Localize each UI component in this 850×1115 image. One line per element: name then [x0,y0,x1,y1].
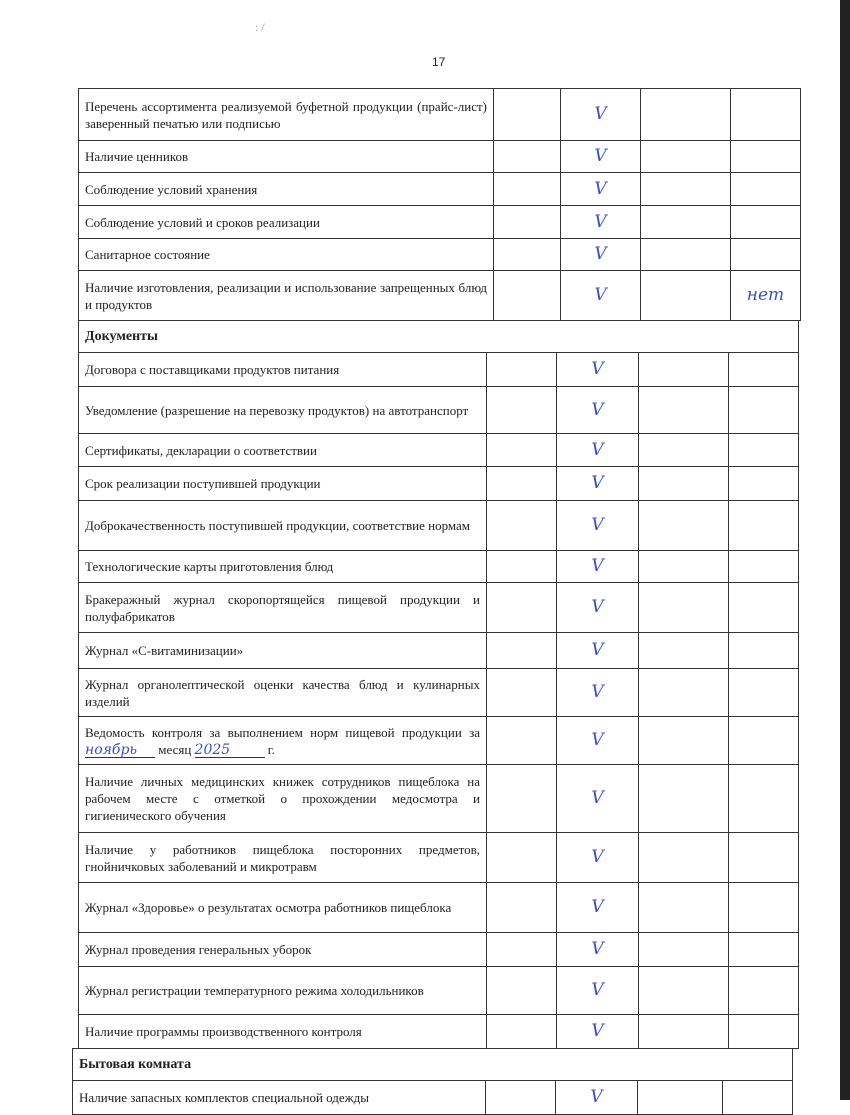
criterion-text: Наличие программы производственного контроля [79,1015,487,1049]
criterion-text: Доброкачественность поступившей продукции, соответствие нормам [79,501,487,551]
note-cell [729,501,799,551]
empty-cell [641,206,731,239]
empty-cell [487,1015,557,1049]
scribble-mark: : / [255,20,265,34]
empty-cell [494,173,561,206]
table-row [79,933,799,967]
table-row [79,669,799,717]
check-mark: V [561,173,641,206]
empty-cell [487,434,557,467]
empty-cell [641,271,731,321]
criterion-text: Наличие личных медицинских книжек сотрудников пищеблока на рабочем месте с отметкой о прохождении медосмотра и гигиенического обучения [79,765,487,833]
note-cell [731,141,801,173]
scan-edge [840,0,850,1100]
criterion-text: Журнал органолептической оценки качества блюд и кулинарных изделий [79,669,487,717]
table-row [79,89,801,141]
table-row [79,387,799,434]
check-mark: V [557,883,639,933]
note-cell [729,765,799,833]
criterion-text: Бракеражный журнал скоропортящейся пищевой продукции и полуфабрикатов [79,583,487,633]
empty-cell [639,765,729,833]
criterion-text: Соблюдение условий и сроков реализации [79,206,494,239]
month-field: ноябрь [85,743,155,758]
empty-cell [494,271,561,321]
note-cell [729,551,799,583]
check-mark: V [557,717,639,765]
vedomost-text-2: месяц [158,741,192,757]
criterion-text: Журнал «С-витаминизации» [79,633,487,669]
empty-cell [639,967,729,1015]
table-row [79,765,799,833]
criterion-text: Уведомление (разрешение на перевозку продуктов) на автотранспорт [79,387,487,434]
empty-cell [641,239,731,271]
note-cell [729,583,799,633]
table-row [79,501,799,551]
note-cell [723,1081,793,1115]
empty-cell [639,833,729,883]
check-mark: V [561,206,641,239]
table-row [79,833,799,883]
criterion-text: Соблюдение условий хранения [79,173,494,206]
empty-cell [487,633,557,669]
table-row [79,551,799,583]
empty-cell [639,353,729,387]
note-cell [729,434,799,467]
empty-cell [639,551,729,583]
table-row [79,883,799,933]
note-cell [729,353,799,387]
criterion-text [79,717,487,765]
note-cell [731,206,801,239]
note-cell [729,633,799,669]
note-cell [729,467,799,501]
criterion-text: Перечень ассортимента реализуемой буфетной продукции (прайс-лист) заверенный печатью или подписью [79,89,494,141]
section-title: Документы [79,321,799,353]
empty-cell [639,717,729,765]
table-row [79,633,799,669]
criterion-text: Журнал проведения генеральных уборок [79,933,487,967]
table-row [79,173,801,206]
vedomost-text-3: г. [267,741,275,757]
note-cell [729,933,799,967]
note-cell [729,883,799,933]
check-mark: V [557,501,639,551]
check-mark: V [557,765,639,833]
criterion-text: Наличие ценников [79,141,494,173]
criterion-text: Договора с поставщиками продуктов питания [79,353,487,387]
note-cell: нет [731,271,801,321]
table-row [79,271,801,321]
section-header-row [73,1049,793,1081]
check-mark: V [557,434,639,467]
check-mark: V [561,141,641,173]
criterion-text: Наличие изготовления, реализации и использование запрещенных блюд и продуктов [79,271,494,321]
criterion-text: Журнал «Здоровье» о результатах осмотра работников пищеблока [79,883,487,933]
empty-cell [487,967,557,1015]
check-mark: V [557,353,639,387]
year-field: 2025 [195,743,265,758]
table-row [79,717,799,765]
section-header-row [79,321,799,353]
check-mark: V [557,669,639,717]
note-cell [729,967,799,1015]
table-row [79,434,799,467]
check-mark: V [557,467,639,501]
empty-cell [639,583,729,633]
note-cell [729,1015,799,1049]
empty-cell [641,89,731,141]
note-cell [729,717,799,765]
empty-cell [639,933,729,967]
table-row [79,967,799,1015]
check-mark: V [557,833,639,883]
criterion-text: Журнал регистрации температурного режима холодильников [79,967,487,1015]
criterion-text: Срок реализации поступившей продукции [79,467,487,501]
note-cell [731,89,801,141]
note-cell [731,239,801,271]
check-mark: V [561,239,641,271]
criterion-text: Технологические карты приготовления блюд [79,551,487,583]
check-mark: V [557,1015,639,1049]
check-mark: V [557,583,639,633]
empty-cell [638,1081,723,1115]
empty-cell [639,1015,729,1049]
table-row [73,1081,793,1115]
empty-cell [641,141,731,173]
criterion-text: Сертификаты, декларации о соответствии [79,434,487,467]
criterion-text: Наличие запасных комплектов специальной одежды [73,1081,486,1115]
empty-cell [639,467,729,501]
empty-cell [494,206,561,239]
check-mark: V [556,1081,638,1115]
empty-cell [487,883,557,933]
checklist-table-2 [78,320,799,1049]
check-mark: V [557,387,639,434]
table-row [79,239,801,271]
page-number: 17 [432,55,446,69]
table-row [79,206,801,239]
table-row [79,583,799,633]
table-row [79,353,799,387]
empty-cell [487,765,557,833]
table-row [79,467,799,501]
empty-cell [487,501,557,551]
empty-cell [639,387,729,434]
empty-cell [494,239,561,271]
empty-cell [639,633,729,669]
check-mark: V [557,551,639,583]
empty-cell [487,933,557,967]
checklist-table-1 [78,88,801,321]
note-cell [731,173,801,206]
empty-cell [487,583,557,633]
empty-cell [639,501,729,551]
check-mark: V [557,633,639,669]
empty-cell [494,141,561,173]
empty-cell [639,669,729,717]
note-cell [729,669,799,717]
checklist-table-3 [72,1048,793,1115]
section-title: Бытовая комната [73,1049,793,1081]
check-mark: V [561,89,641,141]
table-row [79,1015,799,1049]
check-mark: V [561,271,641,321]
empty-cell [486,1081,556,1115]
empty-cell [487,387,557,434]
empty-cell [487,353,557,387]
table-row [79,141,801,173]
empty-cell [487,833,557,883]
empty-cell [487,717,557,765]
note-cell [729,387,799,434]
criterion-text: Наличие у работников пищеблока посторонних предметов, гнойничковых заболеваний и микротравм [79,833,487,883]
vedomost-text-1: Ведомость контроля за выполнением норм пищевой продукции за [85,724,480,740]
note-cell [729,833,799,883]
empty-cell [487,669,557,717]
empty-cell [487,551,557,583]
check-mark: V [557,933,639,967]
empty-cell [487,467,557,501]
empty-cell [494,89,561,141]
empty-cell [639,883,729,933]
empty-cell [641,173,731,206]
empty-cell [639,434,729,467]
criterion-text: Санитарное состояние [79,239,494,271]
check-mark: V [557,967,639,1015]
